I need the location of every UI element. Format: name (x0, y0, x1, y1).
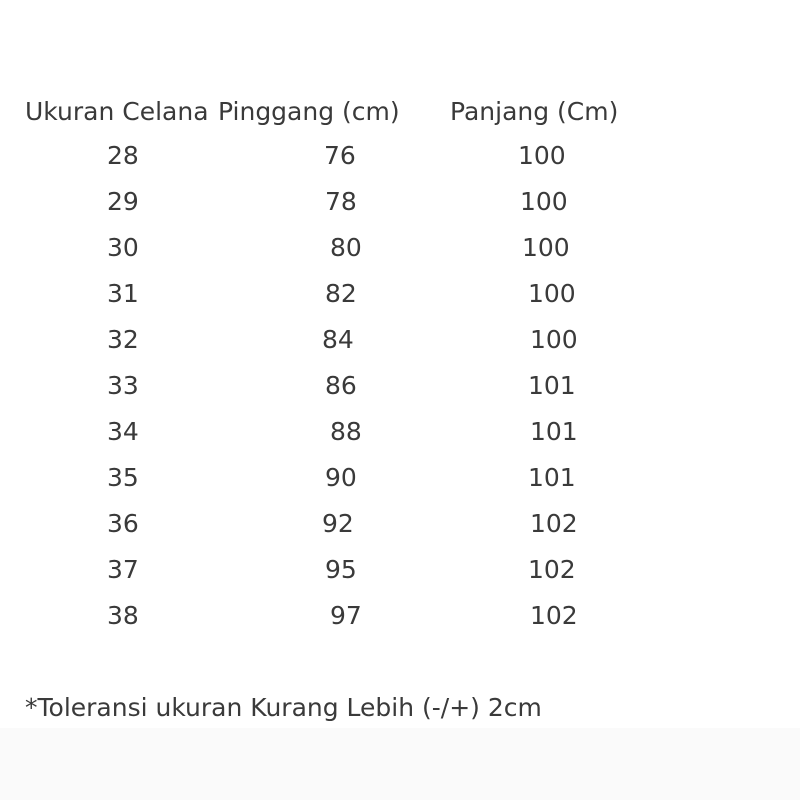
table-row (0, 504, 800, 550)
cell-size: 30 (107, 233, 139, 262)
table-row (0, 228, 800, 274)
table-row (0, 550, 800, 596)
table-row (0, 458, 800, 504)
table-header (0, 92, 800, 132)
table-row (0, 412, 800, 458)
cell-length: 102 (530, 509, 578, 538)
cell-waist: 82 (325, 279, 357, 308)
cell-size: 37 (107, 555, 139, 584)
cell-size: 33 (107, 371, 139, 400)
cell-length: 100 (528, 279, 576, 308)
cell-length: 102 (528, 555, 576, 584)
cell-length: 100 (518, 141, 566, 170)
bottom-band (0, 728, 800, 800)
header-length: Panjang (Cm) (450, 97, 619, 126)
table-row (0, 320, 800, 366)
table-body (0, 136, 800, 642)
cell-size: 34 (107, 417, 139, 446)
cell-waist: 80 (330, 233, 362, 262)
cell-waist: 78 (325, 187, 357, 216)
cell-length: 100 (530, 325, 578, 354)
cell-size: 35 (107, 463, 139, 492)
cell-length: 101 (530, 417, 578, 446)
cell-waist: 97 (330, 601, 362, 630)
cell-length: 100 (522, 233, 570, 262)
cell-size: 28 (107, 141, 139, 170)
table-row (0, 366, 800, 412)
cell-size: 38 (107, 601, 139, 630)
cell-waist: 92 (322, 509, 354, 538)
tolerance-note: *Toleransi ukuran Kurang Lebih (-/+) 2cm (25, 693, 542, 722)
cell-length: 101 (528, 463, 576, 492)
cell-waist: 86 (325, 371, 357, 400)
cell-length: 100 (520, 187, 568, 216)
header-size: Ukuran Celana (25, 97, 209, 126)
cell-size: 31 (107, 279, 139, 308)
header-waist: Pinggang (cm) (218, 97, 400, 126)
cell-waist: 95 (325, 555, 357, 584)
cell-length: 102 (530, 601, 578, 630)
table-row (0, 596, 800, 642)
cell-waist: 88 (330, 417, 362, 446)
table-row (0, 274, 800, 320)
table-row (0, 136, 800, 182)
cell-waist: 90 (325, 463, 357, 492)
cell-length: 101 (528, 371, 576, 400)
cell-size: 32 (107, 325, 139, 354)
cell-waist: 84 (322, 325, 354, 354)
cell-size: 36 (107, 509, 139, 538)
cell-size: 29 (107, 187, 139, 216)
table-row (0, 182, 800, 228)
cell-waist: 76 (324, 141, 356, 170)
